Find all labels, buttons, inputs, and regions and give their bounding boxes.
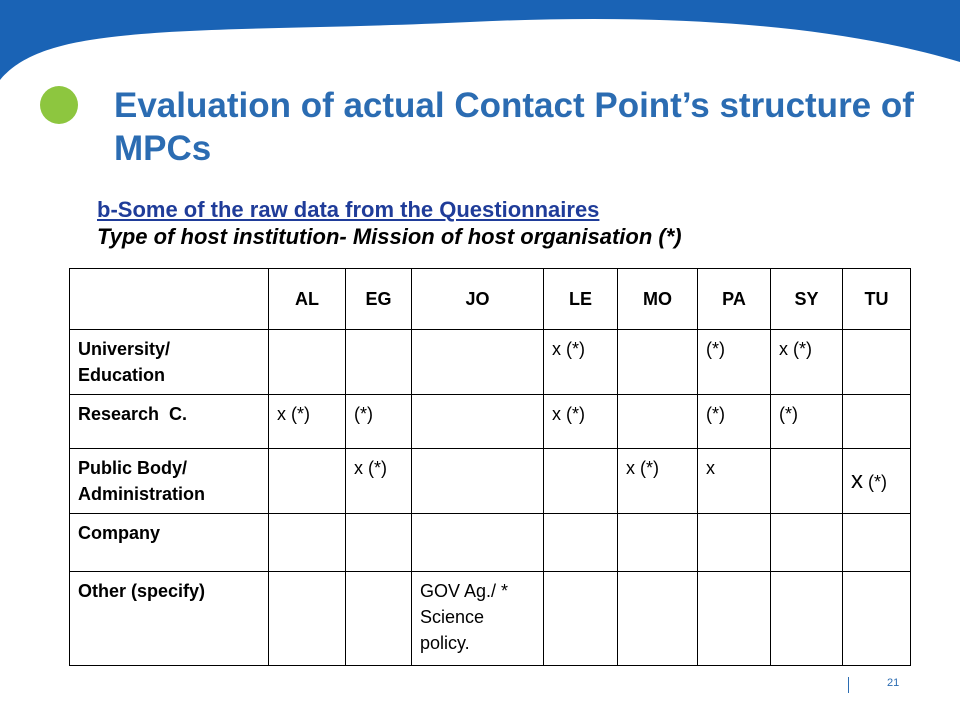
table-cell: (*): [771, 395, 843, 449]
table-cell: [771, 449, 843, 514]
column-header: TU: [843, 269, 911, 330]
slide-subtitle: [97, 196, 897, 250]
row-label: Research C.: [70, 395, 269, 449]
table-cell: [544, 572, 618, 666]
table-cell: [843, 330, 911, 395]
table-cell: [698, 572, 771, 666]
table-cell: x (*): [346, 449, 412, 514]
row-label: University/ Education: [70, 330, 269, 395]
table-cell: [412, 330, 544, 395]
table-cell: [618, 395, 698, 449]
page-number: 21: [887, 677, 900, 689]
table-cell: [269, 572, 346, 666]
table-cell: [771, 572, 843, 666]
footer-divider: [848, 677, 849, 693]
slide-title: Evaluation of actual Contact Point’s structure of MPCs: [114, 86, 914, 168]
table-cell: [618, 514, 698, 572]
table-cell: [412, 449, 544, 514]
table-row: [70, 449, 911, 514]
table-cell: x (*): [544, 330, 618, 395]
table-cell: [618, 572, 698, 666]
table-row: [70, 330, 911, 395]
table-cell: [843, 449, 911, 514]
column-header: SY: [771, 269, 843, 330]
table-cell: [843, 514, 911, 572]
table-cell: [346, 514, 412, 572]
table-row: [70, 514, 911, 572]
column-header: JO: [412, 269, 544, 330]
table-cell: (*): [698, 330, 771, 395]
host-institution-table: [69, 268, 911, 666]
table-cell: [843, 395, 911, 449]
column-header: EG: [346, 269, 412, 330]
table-cell: GOV Ag./ * Science policy.: [412, 572, 544, 666]
column-header: AL: [269, 269, 346, 330]
table-cell: [412, 395, 544, 449]
table-cell: [544, 449, 618, 514]
table-cell: [346, 330, 412, 395]
table-corner-cell: [70, 269, 269, 330]
table-cell: [412, 514, 544, 572]
tu-note: (*): [863, 471, 887, 492]
table-cell: [346, 572, 412, 666]
table-cell: (*): [698, 395, 771, 449]
column-header: LE: [544, 269, 618, 330]
table-cell: x (*): [618, 449, 698, 514]
table-cell: [269, 514, 346, 572]
green-bullet: [40, 86, 78, 124]
table-cell: [544, 514, 618, 572]
table-cell: [618, 330, 698, 395]
table-header-row: [70, 269, 911, 330]
table-cell: x (*): [771, 330, 843, 395]
table-row: [70, 572, 911, 666]
table-cell: x (*): [544, 395, 618, 449]
table-cell: [771, 514, 843, 572]
row-label: Company: [70, 514, 269, 572]
table-cell: [269, 449, 346, 514]
row-label: Public Body/ Administration: [70, 449, 269, 514]
subtitle-description: Type of host institution- Mission of host organisation (*): [97, 224, 682, 249]
column-header: PA: [698, 269, 771, 330]
table-cell: [269, 330, 346, 395]
table-row: [70, 395, 911, 449]
questionnaire-link[interactable]: b-Some of the raw data from the Questionnaires: [97, 197, 600, 222]
table-cell: [698, 514, 771, 572]
table-cell: [843, 572, 911, 666]
tu-x-mark: x: [851, 466, 863, 494]
table-cell: (*): [346, 395, 412, 449]
row-label: Other (specify): [70, 572, 269, 666]
column-header: MO: [618, 269, 698, 330]
table-cell: x (*): [269, 395, 346, 449]
table-cell: x: [698, 449, 771, 514]
